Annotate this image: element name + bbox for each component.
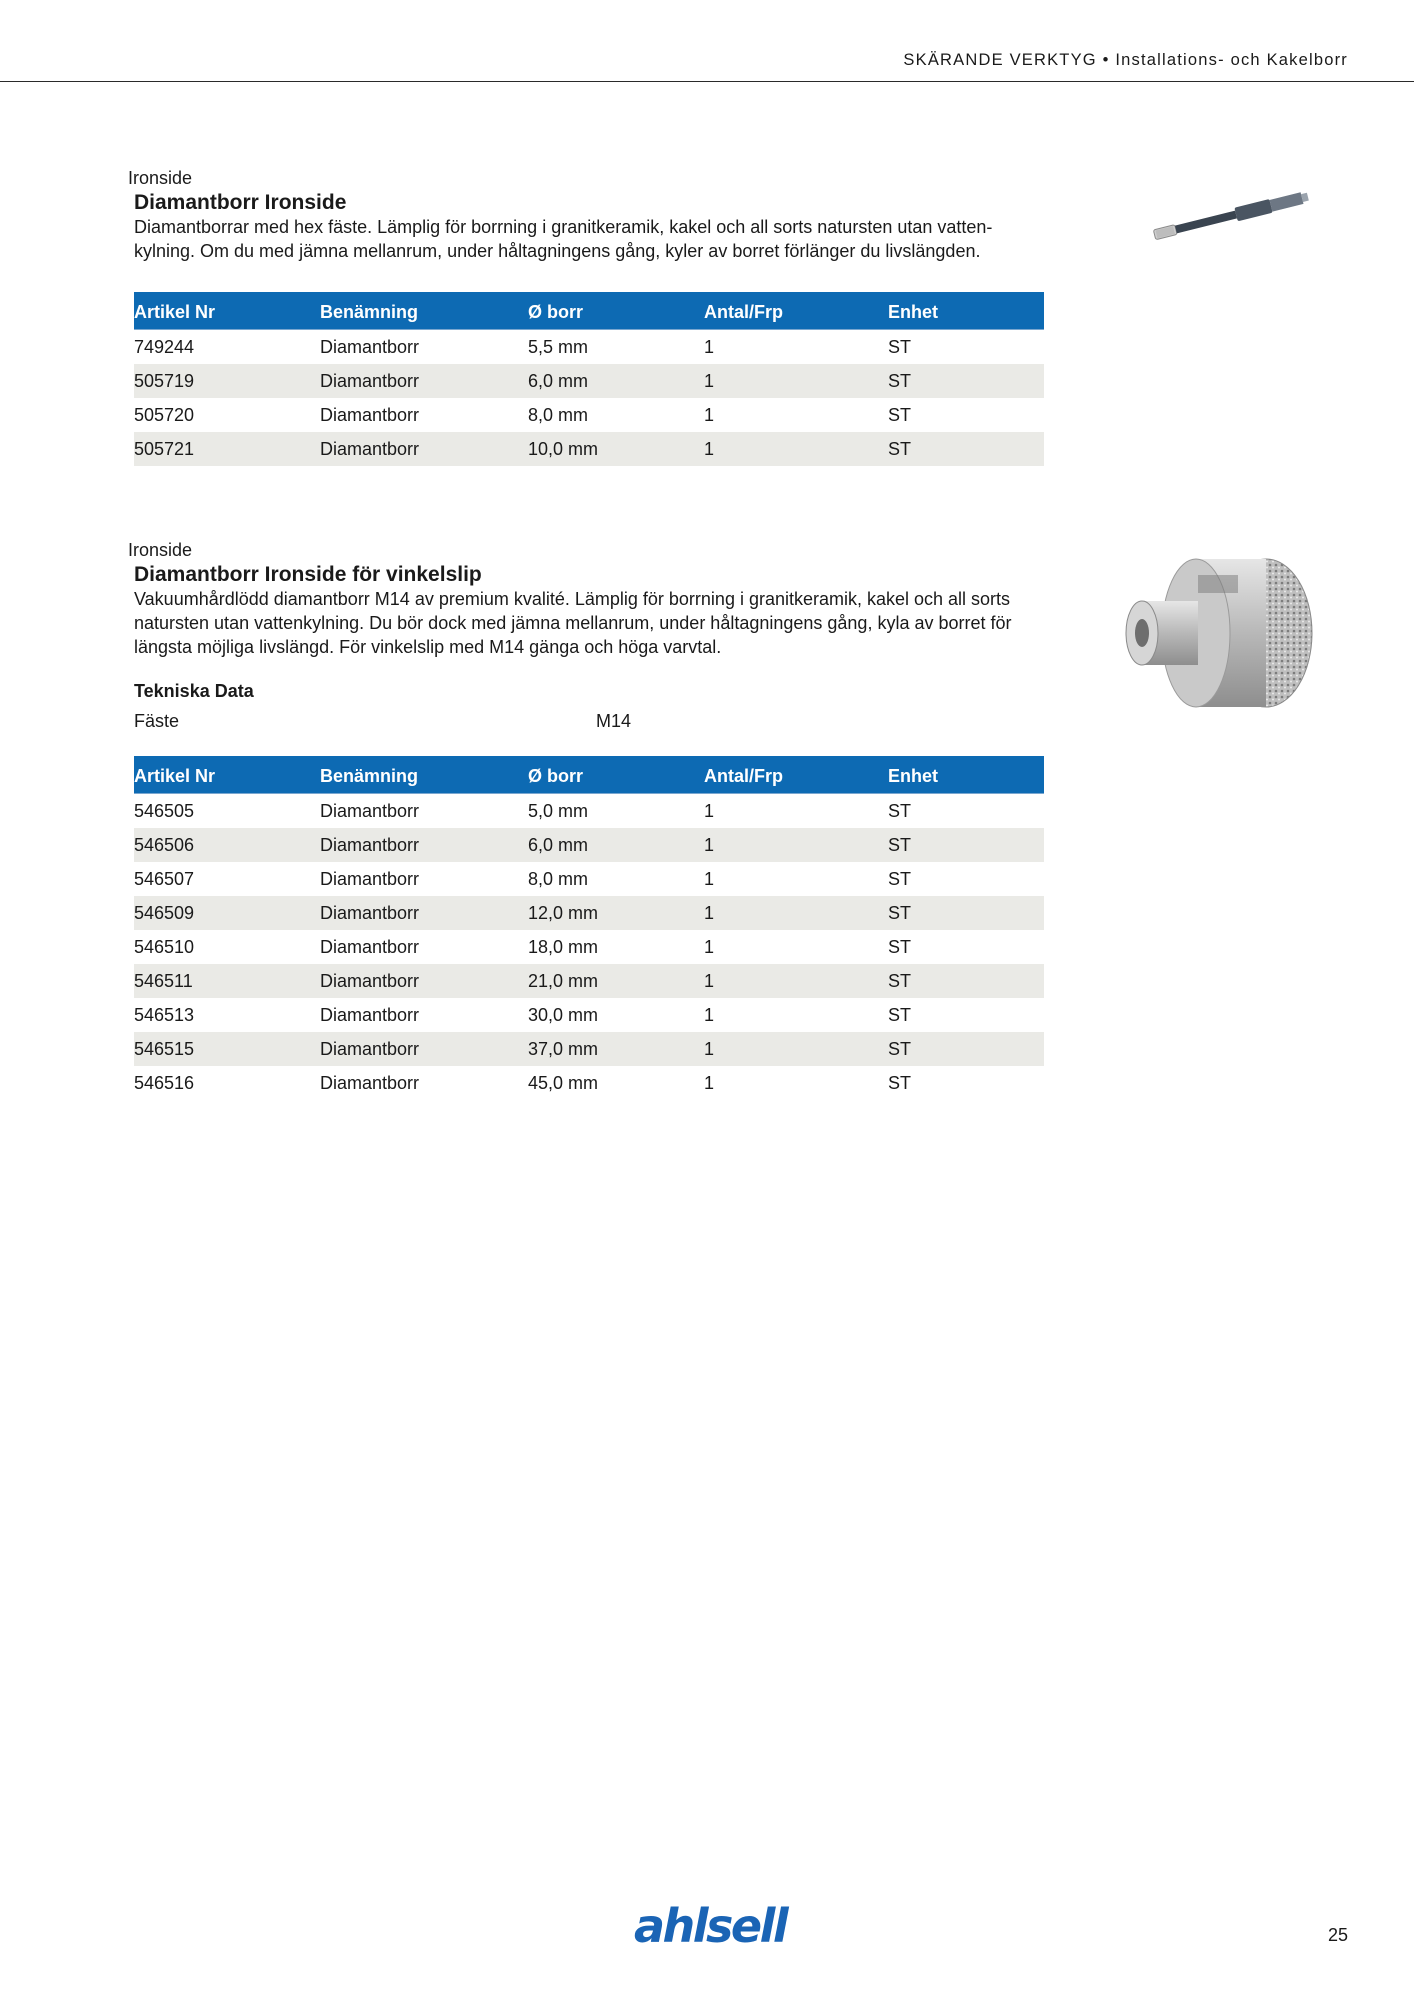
table-cell: 1 [704,404,715,425]
table-cell: ST [888,800,912,821]
table-cell: 1 [704,828,888,862]
table-header-row [134,292,1044,330]
table-cell: 1 [704,1004,715,1025]
table-cell: ST [888,936,912,957]
table-cell: 546513 [134,1004,195,1025]
table-cell: Diamantborr [320,364,528,398]
product-section-hex-drill [128,168,1045,466]
table-cell: Diamantborr [320,404,420,425]
column-header: Ø borr [528,756,704,794]
table-cell: 1 [704,336,715,357]
table-cell: Diamantborr [320,1032,528,1066]
table-cell: 1 [704,432,888,466]
table-cell: ST [888,336,912,357]
table-cell: 546516 [134,1072,195,1093]
table-cell: 1 [704,936,715,957]
table-cell: ST [888,964,1044,998]
table-row [134,896,1044,930]
table-cell: Diamantborr [320,1072,420,1093]
table-cell: 505720 [134,404,195,425]
table-cell: ST [888,828,1044,862]
table-cell: ST [888,364,1044,398]
table-row [134,398,1044,432]
header-divider [0,81,1414,82]
table-cell: 5,5 mm [528,336,589,357]
table-cell: 5,0 mm [528,800,589,821]
table-cell: 1 [704,896,888,930]
table-cell: 30,0 mm [528,1004,599,1025]
column-header: Enhet [888,292,1044,330]
product-title: Diamantborr Ironside [134,191,347,214]
table-cell: 505721 [134,432,320,466]
column-header: Artikel Nr [134,756,320,794]
table-cell: 1 [704,1072,715,1093]
table-cell: 45,0 mm [528,1072,599,1093]
table-cell: Diamantborr [320,964,528,998]
product-description: Diamantborrar med hex fäste. Lämplig för borrning i granitkeramik, kakel och all sorts natursten utan vatten-kylning. Om du med jämna mellanrum, under håltagningens gång, kyler av borret förlänger du livslängden. [134,217,993,261]
table-cell: Diamantborr [320,432,528,466]
table-cell: 8,0 mm [528,404,589,425]
table-cell: Diamantborr [320,868,420,889]
table-cell: 546509 [134,896,320,930]
page-number: 25 [1327,1925,1348,1945]
table-cell: 546506 [134,828,320,862]
table-cell: 12,0 mm [528,896,704,930]
column-header: Enhet [888,756,1044,794]
table-cell: ST [888,432,1044,466]
table-cell: 1 [704,364,888,398]
table-cell: 546505 [134,800,195,821]
tech-data-row [134,702,1045,736]
product-table [134,756,1044,1100]
table-cell: 10,0 mm [528,432,704,466]
table-body [134,330,1044,467]
table-cell: 1 [704,800,715,821]
table-row [134,794,1044,829]
table-row [134,828,1044,862]
table-cell: ST [888,1072,912,1093]
table-cell: Diamantborr [320,336,420,357]
diamond-core-bit-icon [1100,545,1320,725]
table-cell: 1 [704,868,715,889]
table-cell: 18,0 mm [528,936,599,957]
table-row [134,1066,1044,1100]
product-description: Vakuumhårdlödd diamantborr M14 av premium kvalité. Lämplig för borrning i granitkeramik, kakel och all sorts natursten utan vattenkylning. Du bör dock med jämna mellanrum, under håltagningens gång, kyla av borret för längsta möjliga livslängd. För vinkelslip med M14 gänga och höga varvtal. [134,589,1012,657]
table-cell: 6,0 mm [528,828,704,862]
tech-data-label: Fäste [134,711,180,731]
table-cell: 1 [704,964,888,998]
column-header: Benämning [320,756,528,794]
product-table [134,292,1044,466]
brand-name: Ironside [128,168,193,188]
brand-name: Ironside [128,540,193,560]
table-cell: Diamantborr [320,828,528,862]
table-cell: ST [888,1032,1044,1066]
table-cell: Diamantborr [320,936,420,957]
table-row [134,364,1044,398]
table-row [134,964,1044,998]
table-header-row [134,756,1044,794]
table-cell: Diamantborr [320,896,528,930]
column-header: Artikel Nr [134,292,320,330]
table-cell: 749244 [134,336,195,357]
table-cell: ST [888,1004,912,1025]
table-row [134,1032,1044,1066]
table-cell: ST [888,896,1044,930]
table-cell: 21,0 mm [528,964,704,998]
table-cell: 37,0 mm [528,1032,704,1066]
tech-data-heading: Tekniska Data [134,681,254,701]
table-cell: 546507 [134,868,195,889]
column-header: Antal/Frp [704,756,888,794]
page-header-title: SKÄRANDE VERKTYG • Installations- och Kakelborr [903,51,1348,69]
table-cell: ST [888,404,912,425]
table-row [134,330,1044,365]
table-cell: 6,0 mm [528,364,704,398]
table-cell: 8,0 mm [528,868,589,889]
table-body [134,794,1044,1101]
table-row [134,998,1044,1032]
column-header: Benämning [320,292,528,330]
ahlsell-logo: ahlsell [634,1899,787,1953]
table-cell: 505719 [134,364,320,398]
table-cell: 546511 [134,964,320,998]
table-row [134,930,1044,964]
table-row [134,862,1044,896]
table-row [134,432,1044,466]
column-header: Antal/Frp [704,292,888,330]
table-cell: 546515 [134,1032,320,1066]
product-section-angle-grinder-drill [128,540,1045,1100]
table-cell: ST [888,868,912,889]
table-cell: Diamantborr [320,1004,420,1025]
table-cell: 1 [704,1032,888,1066]
product-title: Diamantborr Ironside för vinkelslip [134,563,482,586]
table-cell: 546510 [134,936,195,957]
column-header: Ø borr [528,292,704,330]
hex-shank-drill-bit-icon [1140,183,1320,247]
tech-data-value: M14 [596,711,632,731]
table-cell: Diamantborr [320,800,420,821]
